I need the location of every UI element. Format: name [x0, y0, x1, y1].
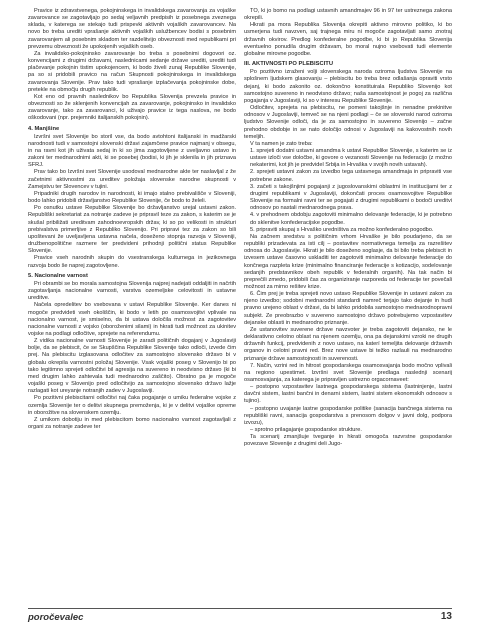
section-heading-national-security: 5. Nacionalne varnost: [28, 272, 88, 279]
paragraph: Po osnutku ustave Republike Slovenije bo državljanstvo urejal ustavni zakon. Republiški sekretariat za notranje zadeve je pripravil teze za zakon, s katerim se je skušal pribiližati ureditvam zahodnoevropskih držav, ki so po velikosti in strukturi prebivalstva primerljive z Republiko Slovenijo. Pri pripravi tez za zakon so bili upoštevani že uveljavljena ustavna načela, doseženo stopnja razvoja v Sloveniji, družbenopolitične razmere ter predvideni prihodnji politični status Republike Slovenije.: [28, 205, 236, 255]
text-column-left: [28, 8, 236, 608]
paragraph: Načela opredelitev bo vsebovana v ustavi Republike Slovenije. Ker danes ni mogoče predvideti vseh okoliščin, ki bodo v letih po osamosvojitvi vplivale na nacionalno varnost, je smiselno, da bi ustava določila možnost za zagotovitev nacionalne varnosti z vojsko (oboroženimi silami) in hkrati tudi možnost za ukinitev vojske na podlagi odločitve, sprejete na referendumu.: [28, 302, 236, 337]
paragraph: 7. Način, vzrini red in hitrost gospodarskega osamosvajanja bodo močno vplivali na regiono upestimet. Izvršni svet Slovenije predlaga naslednji scenarij osamosvajanja, za katerega je pripravljen ustrezno orgacornaveet:: [244, 362, 452, 384]
list-item: 1. sprejeti dodatni ustavni amandma k ustavi Republike Slovenije, s katerim se iz ustave izloči vse določbe, ki govore o vezanosti Slovenije na federacijo (z možno nekaterimi, kot jih je predvidel Srbija in Hrvaška v svojih novih ustavah).: [250, 148, 452, 169]
paragraph: – sprotno prilagajanje gospodarske strukture.: [250, 427, 362, 434]
paragraph: – postopno uvajanje lastne gospodarske politike (sanacija bančnega sistema na republiški ravni, sanacija gospodarstva s prenosom dolgov v javni dolg, podpora izvozu),: [244, 405, 452, 426]
list-item: 3. začeti s takojšnjimi pogajanji z jugoslovanskimi oblastmi in institucijami ter z drugimi republikami v Jugoslaviji, dokončati proces osamosvojitve Republike Slovenije na formalni ravni ter se pogajati z drugimi republikami o bodoči ureditvi odnosov po nastali mednarodnega prava.: [250, 183, 452, 212]
paragraph: Z umikom dobotiju in med plebiscitom bomo nacionalno varnost zagotavljali z organi za notranje zadeve ter: [28, 416, 236, 430]
publication-title: poročevalec: [28, 612, 84, 623]
paragraph: 6. Čim prej je treba sprejeti novo ustavo Republike Slovenije in ustavni zakon za njeno izvedbo; sodobni mednarodni standardi namreč terjajo tako dejanje in hudi pravno urejeno oblast v državi, da bi lahko pridobila samostojno mednarodnopravni subjekt. Ze preobrazbo v suvereno samostojno državo potrebujemo vzpostavitev dejanske oblasti in mednarodno priznanje.: [244, 291, 452, 326]
paragraph: V ta namen je zato treba:: [250, 140, 313, 147]
section-heading-minorities: 4. Manjšine: [28, 125, 60, 132]
paragraph: Po pozitivno izraženi volji slovenskega naroda oziroma ljudstva Slovenije na splošnem ljudskem glasovanju – plebiscitu bo treba brez odlašanja opraviti vrsto dejanj, ki bodo zakonito oz. dokončno konstituirala Republiko Slovenijo kot samostojno suvereno in neodvisno državo; naša samostojnost je pogoj za različna pogajanja v Jugoslaviji, ki so v interesu Republike Slovenije.: [244, 69, 452, 104]
list-item: 2. sprejeti ustavni zakon za izvedbo tega ustavnega amandmaja in pripraviti vse potrebne zakone.: [250, 169, 452, 183]
footer-divider: [28, 608, 452, 609]
page-number: 13: [440, 611, 452, 622]
paragraph: Pripadniki drugih narodov in narodnosti, ki imajo stalno prebivališče v Sloveniji, bodo lahko pridobili državljanstvo Republike Slovenije, če bodo to želeli.: [28, 190, 236, 205]
paragraph: Pravice vseh narodnih skupin do vsestranskega kulturnega in jezikovnega razvoja bodo še naprej zagotovljene.: [28, 255, 236, 269]
paragraph: Izvršni svet Slovenije bo storil vse, da bodo avtohtoni italijanski in madžarski narodnosti tudi v samostojni slovenski državi zajamčene pravice najmanj v obsegu, in na ravni kot jih uživata sedaj in ki so jima zagotovljene z uveljavno ustavo in zakoni ter mednarodnimi akti, ki se posebej (bodisi, ki jih je sklenila in jih priznava SFRJ.: [28, 133, 236, 169]
list-item: 5. pripraviti skupaj s Hrvaško uredništva za možno konfederalno pogodbo.: [250, 226, 434, 233]
section-heading-activities-after-plebiscite: III. AKTIVNOSTI PO PLEBISCITU: [244, 61, 333, 68]
paragraph: Z vidika nacionalne varnosti Slovenije je zaradi političnih dogajanj v Jugoslaviji bolje, da se plebiscit, če se Skupščina Republike Slovenije tako odloči, izvede čim prej. Na plebiscitu izglasovana odločitev za samostojno slovensko državo bi v globalu okrepila varnostni položaj Slovenije. Vsak vojaški poseg v Slovenijo bi po tako legitimno sprejeti odločitvi bil agresija na suvereno in neodvisno državo (ki bi med drugim lahko zahtevala tudi mednarodno zaščito). Obratno pa je mogoče vojaški poseg v Slovenijo pred odločitvijo za samostojno slovensko državo lažje razlagati kot ureyanje notranjih zadev v Jugoslaviji.: [28, 338, 236, 395]
numbered-list: [244, 148, 452, 234]
paragraph: Odločitev, sprejeta na plebiscitu, ne pomeni takojšnje in nenadne prekinitve odnosov v Jugoslaviji, temveč se na njeni podlagi – če se slovenski narod oziroma ljudstvo Slovenije odloči, da je za samostojno in suvereno Slovenijo – začne prehodno obdobje in se nato določijo odnosi v Jugoslaviji na kakovostnih novih temeljih.: [244, 105, 452, 140]
paragraph: – postopno vzpostavitev lastnega gospodarskega sistema (lastninjenje, lastni davčni sistem, lastni bančni in denarni sistem, lastni sistem ekonomskih odnosov s tujino).: [244, 384, 452, 405]
paragraph: Hkrati pa mora Republika Slovenija okrepiti aktivno mirovno politiko, ki bo usmerjena tudi navzven, saj trajnega miru ni mogoče zagotavljati samo znotraj državnih okvirov. Predlog konfederalne pogodbe, ki bi jo Republika Slovenija eventuelno ponudila drugim državam, bo moral nujno vsebovati tudi elemente globalne mirovne pogodbe.: [244, 22, 452, 57]
paragraph: TO, ki jo bomo na podlagi ustavnih amandmajev 96 in 97 ter ustreznega zakona okrepili.: [244, 8, 452, 22]
paragraph: Pri obrambi se bo morala samostojna Slovenija najprej nadejati oddaljiti in načrtih zagotavljanja nacionalne varnosti, varstva ozemeljske celovitosti in ustavne ureditve.: [28, 280, 236, 302]
paragraph: Po pozitivni plebiscitarni odločitvi naj čaka pogajanje o umiku federalne vojske z ozemlja Slovenije ter o delitvi skupnega premoženja, ki je v delitvi vojaške opreme in oborožitve na slovenskem ozemlju.: [28, 395, 236, 416]
paragraph: Kot eno od pravnih naslednikov bo Republika Slovenija prevzela pravice in obveznosti so že sklenjenih konvencijah za zavarovanje, pokojninsko in invalidsko zavarovanje, tako za zavarovanci, ki uživajo pravice iz tega naslova, ne bodo oškodovani (npr. prejemniki italijanskih pokojnin).: [28, 93, 236, 122]
paragraph: Na začnem sredstvu s političnim vrhom Hrvaške je bilo poudarjeno, da se republiki prizadevata za isti cilj – postavitev normativnega temelja za razrešitev odnosa do Jugoslavije. Hkrati je bilo doseženo soglasje, da bi bilo treba plebiscit in izvesem ustave časovno uskladiti ter zagotoviti minimalno delovanje federacije do končnega razpleta krize (minimalno financiranje federacije s kotizacijo, sodelovanje sedanjih predstavnikov obeh republik v federalnih organih). Na tak način bi preprečili zmedo, pridobili čas za organiziranje razporeda od federacije ter povečali možnost za mirno rešitev krize.: [244, 233, 452, 290]
text-column-right: [244, 8, 452, 608]
paragraph: Za invalidsko-pokojninsko zavarovanje bo treba s posebnimi dogovori oz. konvencijami z drugimi državami, naslednicami sedanje države urediti, urediti tudi plačevanje pokojnin tistim upokojencem, ki bodo živeli zunaj Republike Slovenije, pa so si pridobili pravico na račun Skupnosti pokojninskega in invalidskega zavarovanja Slovenije. Prav tako tudi vprašanje izplačevanja pokojninske dobe, pretekle na območju drugih republik.: [28, 50, 236, 93]
paragraph: Prav tako bo Izvršni svet Slovenije usodoval mednarodne akte ter naslavljal z že začetnimi aktivnostmi za ureditev položaja slovenske narodne skupnosti v Zamejstvu ter Slovencev v tujini.: [28, 169, 236, 190]
paragraph: Ze ustanovitev suverene države navzvoter je treba zagotoviti dejansko, ne le deklarativno celotno oblast na njenem ozemlju, ona pa dejanskimi vzroki ne drugih državnih funkcij, predvidenih z novo ustavo, na katerí temeljita delovanje državnih organov in celotni pravni red. Brez nove ustave bi težko razlauli na mednarodno priznanje države samostojnosti in suverenosti.: [244, 326, 452, 362]
paragraph: Ta scenarij zmanjšuje tveganje in hkrati omogoča razvrstne gospodarske povezave Slovenije z drugimi deli Jugo-: [244, 434, 452, 448]
paragraph: Pravice iz zdravstvenega, pokojninskega in invalidskega zavarovanja za vojaške zavarovance se zagotavljajo po sedaj veljavnih predpisih iz posebnega zveznega sklada, v katerega se stekajo tudi prispevki aktivnih vojaških zavarovancev. Na novo bo treba urediti vprašanje aktivnih vojaških uslužbencev bodisi s posebnim zavarovanjem ali posebnim skladom ter razdelitvijo obveznosti med republikami pri prevzemu obveznosti že upokojenih vojaških oseb.: [28, 8, 236, 50]
list-item: 4. v prehodnem obdobju zagotoviti minimalno delovanje federacije, ki je potrebno do sklenitve konfederacijske pogodbe.: [250, 212, 452, 226]
